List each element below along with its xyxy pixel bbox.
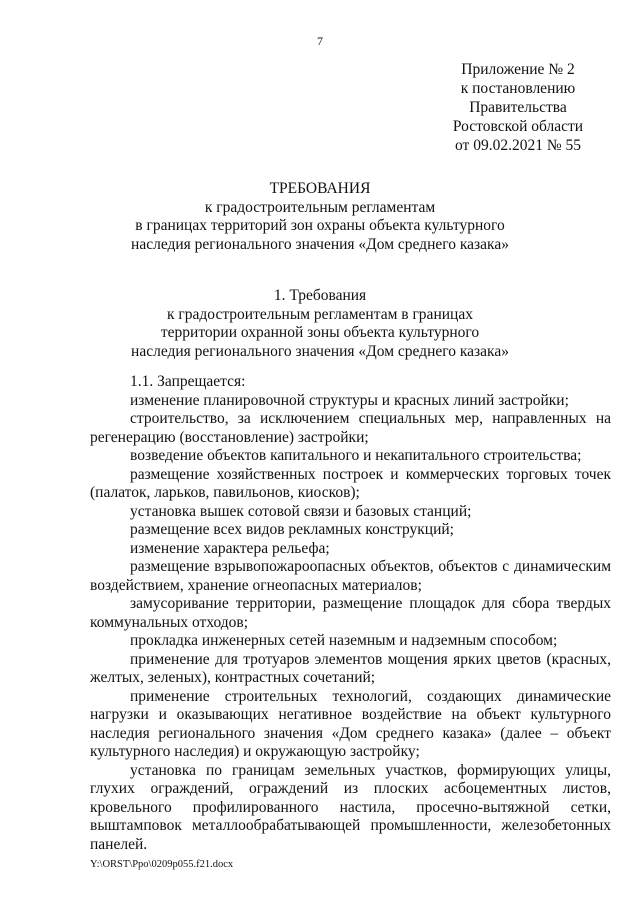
appendix-line: Ростовской области [452, 118, 584, 135]
requirement-item: замусоривание территории, размещение площадок для сбора твердых коммунальных отходов; [90, 595, 611, 631]
document-title-line: в границах территорий зон охраны объекта культурного [135, 217, 505, 234]
section-title-line: к градостроительным регламентам в границах [167, 305, 473, 323]
document-title-line: к градостроительным регламентам [204, 198, 436, 216]
requirement-item: строительство, за исключением специальных мер, направленных на регенерацию (восстановление) застройки; [90, 410, 611, 446]
document-title [0, 180, 640, 254]
requirement-item: размещение хозяйственных построек и коммерческих торговых точек (палаток, ларьков, павильонов, киосков); [90, 465, 611, 501]
document-title-line: наследия регионального значения «Дом среднего казака» [131, 235, 509, 253]
requirement-item: размещение взрывопожароопасных объектов, объектов с динамическим воздействием, хранение огнеопасных материалов; [90, 558, 611, 594]
section-title-line: наследия регионального значения «Дом среднего казака» [131, 342, 509, 360]
requirement-item: установка по границам земельных участков, формирующих улицы, глухих ограждений, ограждений из плоских асбоцементных листов, кровельного профилированного настила, просечно-вытяжной сетки, выштамповок металлообрабатывающей промышленности, железобетонных панелей. [90, 761, 611, 853]
file-path-footer: Y:\ORST\Ppo\0209p055.f21.docx [90, 859, 234, 870]
section-title [0, 287, 640, 361]
appendix-note [448, 60, 588, 155]
section-title-line: территории охранной зоны объекта культурного [160, 324, 480, 341]
requirement-item: размещение всех видов рекламных конструкций; [130, 521, 454, 538]
appendix-line: Приложение № 2 [461, 61, 575, 78]
appendix-line: от 09.02.2021 № 55 [455, 137, 581, 154]
requirement-item: прокладка инженерных сетей наземным и надземным способом; [130, 632, 558, 649]
requirement-item: возведение объектов капитального и некапитального строительства; [130, 447, 582, 464]
requirement-item: установка вышек сотовой связи и базовых станций; [130, 502, 472, 520]
requirement-item: применение строительных технологий, создающих динамические нагрузки и оказывающих негативное воздействие на объект культурного наследия регионального значения «Дом среднего казака» (далее – объект культурного наследия) и окружающую застройку; [90, 687, 611, 760]
document-body [90, 373, 611, 854]
document-title-heading: ТРЕБОВАНИЯ [269, 180, 371, 197]
subsection-heading: 1.1. Запрещается: [130, 373, 246, 390]
section-heading: 1. Требования [273, 287, 367, 304]
requirement-item: применение для тротуаров элементов мощения ярких цветов (красных, желтых, зеленых), контрастных сочетаний; [90, 650, 611, 686]
appendix-line: к постановлению [460, 80, 576, 97]
requirement-item: изменение характера рельефа; [130, 539, 330, 557]
requirement-item: изменение планировочной структуры и красных линий застройки; [130, 391, 569, 409]
page-number: 7 [317, 34, 323, 48]
appendix-line: Правительства [469, 99, 567, 116]
